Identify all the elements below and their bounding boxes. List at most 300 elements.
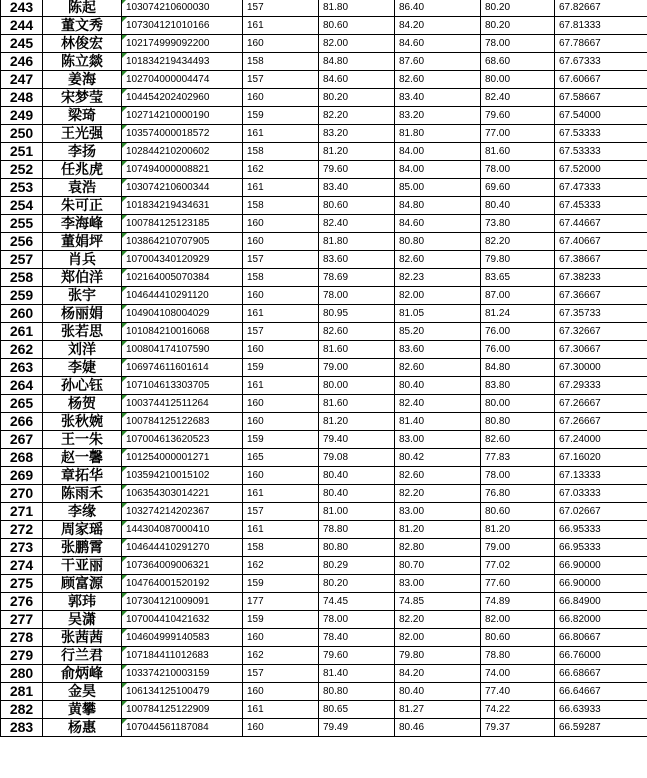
total-score-cell: 67.26667 <box>555 395 647 413</box>
name-cell: 杨贺 <box>43 395 122 413</box>
score-3-cell: 77.60 <box>481 575 555 593</box>
score-3-cell: 80.20 <box>481 17 555 35</box>
rank-cell: 262 <box>1 341 43 359</box>
name-cell: 任兆虎 <box>43 161 122 179</box>
name-cell: 杨惠 <box>43 719 122 737</box>
total-score-cell: 67.44667 <box>555 215 647 233</box>
total-score-cell: 67.53333 <box>555 125 647 143</box>
score-3-cell: 80.40 <box>481 197 555 215</box>
score-1-cell: 80.20 <box>319 89 395 107</box>
score-3-cell: 80.20 <box>481 0 555 17</box>
score-2-cell: 79.80 <box>395 647 481 665</box>
score-2-cell: 83.00 <box>395 431 481 449</box>
name-cell: 黄攀 <box>43 701 122 719</box>
candidate-id-cell: 107004340120929 <box>122 251 243 269</box>
rank-cell: 259 <box>1 287 43 305</box>
score-1-cell: 80.00 <box>319 377 395 395</box>
score-2-cell: 82.00 <box>395 287 481 305</box>
table-row <box>1 359 647 377</box>
total-score-cell: 67.40667 <box>555 233 647 251</box>
score-3-cell: 82.20 <box>481 233 555 251</box>
unit-code-cell: 158 <box>243 539 319 557</box>
table-row <box>1 539 647 557</box>
candidate-id-cell: 103864210707905 <box>122 233 243 251</box>
unit-code-cell: 157 <box>243 323 319 341</box>
score-3-cell: 76.00 <box>481 323 555 341</box>
score-1-cell: 79.00 <box>319 359 395 377</box>
candidate-id-cell: 107004410421632 <box>122 611 243 629</box>
score-3-cell: 78.00 <box>481 35 555 53</box>
rank-cell: 275 <box>1 575 43 593</box>
score-2-cell: 83.00 <box>395 503 481 521</box>
score-2-cell: 81.40 <box>395 413 481 431</box>
candidate-id-cell: 107304121009091 <box>122 593 243 611</box>
table-row <box>1 575 647 593</box>
rank-cell: 282 <box>1 701 43 719</box>
total-score-cell: 67.60667 <box>555 71 647 89</box>
candidate-id-cell: 100784125122909 <box>122 701 243 719</box>
table-row <box>1 17 647 35</box>
name-cell: 肖兵 <box>43 251 122 269</box>
unit-code-cell: 159 <box>243 359 319 377</box>
name-cell: 金昊 <box>43 683 122 701</box>
score-2-cell: 80.42 <box>395 449 481 467</box>
score-2-cell: 84.00 <box>395 143 481 161</box>
unit-code-cell: 161 <box>243 701 319 719</box>
score-1-cell: 81.60 <box>319 395 395 413</box>
score-1-cell: 80.20 <box>319 575 395 593</box>
table-row <box>1 629 647 647</box>
score-1-cell: 81.40 <box>319 665 395 683</box>
candidate-id-cell: 144304087000410 <box>122 521 243 539</box>
score-3-cell: 81.20 <box>481 521 555 539</box>
score-2-cell: 84.00 <box>395 161 481 179</box>
unit-code-cell: 160 <box>243 629 319 647</box>
rank-cell: 280 <box>1 665 43 683</box>
table-row <box>1 431 647 449</box>
score-2-cell: 86.40 <box>395 0 481 17</box>
unit-code-cell: 160 <box>243 341 319 359</box>
total-score-cell: 67.52000 <box>555 161 647 179</box>
score-3-cell: 78.80 <box>481 647 555 665</box>
unit-code-cell: 158 <box>243 269 319 287</box>
rank-cell: 269 <box>1 467 43 485</box>
rank-cell: 261 <box>1 323 43 341</box>
total-score-cell: 67.02667 <box>555 503 647 521</box>
candidate-id-cell: 101834219434631 <box>122 197 243 215</box>
score-2-cell: 82.60 <box>395 71 481 89</box>
table-row <box>1 125 647 143</box>
name-cell: 陈雨禾 <box>43 485 122 503</box>
candidate-id-cell: 104644410291120 <box>122 287 243 305</box>
score-2-cell: 81.80 <box>395 125 481 143</box>
name-cell: 陈起 <box>43 0 122 17</box>
score-3-cell: 83.65 <box>481 269 555 287</box>
table-row <box>1 647 647 665</box>
candidate-id-cell: 104904108004029 <box>122 305 243 323</box>
score-1-cell: 79.49 <box>319 719 395 737</box>
unit-code-cell: 157 <box>243 0 319 17</box>
unit-code-cell: 159 <box>243 575 319 593</box>
score-3-cell: 79.80 <box>481 251 555 269</box>
rank-cell: 268 <box>1 449 43 467</box>
unit-code-cell: 157 <box>243 503 319 521</box>
table-row <box>1 89 647 107</box>
table-row <box>1 71 647 89</box>
name-cell: 章拓华 <box>43 467 122 485</box>
score-3-cell: 80.60 <box>481 629 555 647</box>
table-row <box>1 53 647 71</box>
unit-code-cell: 162 <box>243 647 319 665</box>
name-cell: 张鹏霄 <box>43 539 122 557</box>
rank-cell: 276 <box>1 593 43 611</box>
score-3-cell: 82.40 <box>481 89 555 107</box>
score-3-cell: 80.60 <box>481 503 555 521</box>
name-cell: 姜海 <box>43 71 122 89</box>
score-3-cell: 84.80 <box>481 359 555 377</box>
candidate-id-cell: 103074210600030 <box>122 0 243 17</box>
score-2-cell: 83.40 <box>395 89 481 107</box>
score-3-cell: 80.80 <box>481 413 555 431</box>
name-cell: 陈立燚 <box>43 53 122 71</box>
total-score-cell: 67.29333 <box>555 377 647 395</box>
score-1-cell: 80.60 <box>319 197 395 215</box>
table-row <box>1 143 647 161</box>
name-cell: 李缘 <box>43 503 122 521</box>
score-3-cell: 77.40 <box>481 683 555 701</box>
score-1-cell: 83.40 <box>319 179 395 197</box>
score-2-cell: 81.27 <box>395 701 481 719</box>
score-3-cell: 79.37 <box>481 719 555 737</box>
candidate-id-cell: 101254000001271 <box>122 449 243 467</box>
score-2-cell: 80.40 <box>395 377 481 395</box>
table-row <box>1 269 647 287</box>
unit-code-cell: 158 <box>243 143 319 161</box>
rank-cell: 283 <box>1 719 43 737</box>
total-score-cell: 67.30667 <box>555 341 647 359</box>
score-2-cell: 81.05 <box>395 305 481 323</box>
score-3-cell: 76.80 <box>481 485 555 503</box>
name-cell: 行兰君 <box>43 647 122 665</box>
unit-code-cell: 159 <box>243 431 319 449</box>
score-1-cell: 78.40 <box>319 629 395 647</box>
rank-cell: 257 <box>1 251 43 269</box>
table-row <box>1 35 647 53</box>
candidate-id-cell: 102714210000190 <box>122 107 243 125</box>
rank-cell: 252 <box>1 161 43 179</box>
rank-cell: 270 <box>1 485 43 503</box>
total-score-cell: 66.64667 <box>555 683 647 701</box>
unit-code-cell: 165 <box>243 449 319 467</box>
score-1-cell: 80.40 <box>319 467 395 485</box>
total-score-cell: 67.24000 <box>555 431 647 449</box>
name-cell: 王一朱 <box>43 431 122 449</box>
candidate-id-cell: 102174999092200 <box>122 35 243 53</box>
score-1-cell: 80.60 <box>319 17 395 35</box>
candidate-id-cell: 107494000008821 <box>122 161 243 179</box>
unit-code-cell: 160 <box>243 413 319 431</box>
name-cell: 郑伯洋 <box>43 269 122 287</box>
total-score-cell: 66.82000 <box>555 611 647 629</box>
table-body <box>1 0 647 737</box>
score-3-cell: 80.00 <box>481 395 555 413</box>
total-score-cell: 67.53333 <box>555 143 647 161</box>
score-3-cell: 78.00 <box>481 161 555 179</box>
score-1-cell: 82.40 <box>319 215 395 233</box>
table-row <box>1 395 647 413</box>
total-score-cell: 66.90000 <box>555 575 647 593</box>
name-cell: 张茜茜 <box>43 629 122 647</box>
table-row <box>1 251 647 269</box>
unit-code-cell: 158 <box>243 197 319 215</box>
table-row <box>1 467 647 485</box>
name-cell: 宋梦莹 <box>43 89 122 107</box>
table-row <box>1 0 647 17</box>
rank-cell: 273 <box>1 539 43 557</box>
score-2-cell: 81.20 <box>395 521 481 539</box>
total-score-cell: 67.13333 <box>555 467 647 485</box>
name-cell: 梁琦 <box>43 107 122 125</box>
score-1-cell: 79.60 <box>319 647 395 665</box>
table-row <box>1 179 647 197</box>
score-1-cell: 80.65 <box>319 701 395 719</box>
unit-code-cell: 177 <box>243 593 319 611</box>
unit-code-cell: 160 <box>243 287 319 305</box>
score-1-cell: 79.40 <box>319 431 395 449</box>
score-1-cell: 74.45 <box>319 593 395 611</box>
unit-code-cell: 160 <box>243 719 319 737</box>
unit-code-cell: 160 <box>243 683 319 701</box>
rank-cell: 249 <box>1 107 43 125</box>
score-1-cell: 84.80 <box>319 53 395 71</box>
unit-code-cell: 161 <box>243 485 319 503</box>
score-3-cell: 81.60 <box>481 143 555 161</box>
score-3-cell: 68.60 <box>481 53 555 71</box>
candidate-id-cell: 102164005070384 <box>122 269 243 287</box>
score-1-cell: 82.60 <box>319 323 395 341</box>
score-1-cell: 81.80 <box>319 233 395 251</box>
table-row <box>1 665 647 683</box>
total-score-cell: 67.16020 <box>555 449 647 467</box>
score-3-cell: 80.00 <box>481 71 555 89</box>
rank-cell: 247 <box>1 71 43 89</box>
total-score-cell: 66.90000 <box>555 557 647 575</box>
unit-code-cell: 157 <box>243 665 319 683</box>
candidate-id-cell: 102844210200602 <box>122 143 243 161</box>
total-score-cell: 66.95333 <box>555 521 647 539</box>
name-cell: 顾富源 <box>43 575 122 593</box>
unit-code-cell: 161 <box>243 305 319 323</box>
table-row <box>1 701 647 719</box>
unit-code-cell: 161 <box>243 179 319 197</box>
score-2-cell: 84.60 <box>395 35 481 53</box>
total-score-cell: 67.81333 <box>555 17 647 35</box>
score-2-cell: 80.80 <box>395 233 481 251</box>
rank-cell: 248 <box>1 89 43 107</box>
name-cell: 王光强 <box>43 125 122 143</box>
rank-cell: 254 <box>1 197 43 215</box>
score-2-cell: 80.40 <box>395 683 481 701</box>
name-cell: 郭玮 <box>43 593 122 611</box>
candidate-id-cell: 107304121010166 <box>122 17 243 35</box>
score-3-cell: 79.00 <box>481 539 555 557</box>
rank-cell: 264 <box>1 377 43 395</box>
rank-cell: 265 <box>1 395 43 413</box>
score-2-cell: 82.20 <box>395 485 481 503</box>
unit-code-cell: 162 <box>243 161 319 179</box>
score-1-cell: 81.20 <box>319 143 395 161</box>
unit-code-cell: 161 <box>243 17 319 35</box>
rank-cell: 246 <box>1 53 43 71</box>
score-1-cell: 79.08 <box>319 449 395 467</box>
score-1-cell: 80.80 <box>319 683 395 701</box>
score-1-cell: 82.20 <box>319 107 395 125</box>
score-2-cell: 84.60 <box>395 215 481 233</box>
rank-cell: 266 <box>1 413 43 431</box>
score-2-cell: 84.20 <box>395 17 481 35</box>
unit-code-cell: 161 <box>243 377 319 395</box>
score-3-cell: 77.00 <box>481 125 555 143</box>
table-row <box>1 287 647 305</box>
candidate-id-cell: 103594210015102 <box>122 467 243 485</box>
score-3-cell: 77.83 <box>481 449 555 467</box>
total-score-cell: 66.68667 <box>555 665 647 683</box>
name-cell: 俞炳峰 <box>43 665 122 683</box>
name-cell: 张秋婉 <box>43 413 122 431</box>
rank-cell: 277 <box>1 611 43 629</box>
score-2-cell: 80.46 <box>395 719 481 737</box>
unit-code-cell: 160 <box>243 89 319 107</box>
table-row <box>1 107 647 125</box>
score-3-cell: 69.60 <box>481 179 555 197</box>
total-score-cell: 67.36667 <box>555 287 647 305</box>
rank-cell: 271 <box>1 503 43 521</box>
name-cell: 袁浩 <box>43 179 122 197</box>
name-cell: 林俊宏 <box>43 35 122 53</box>
candidate-id-cell: 107184411012683 <box>122 647 243 665</box>
name-cell: 朱可正 <box>43 197 122 215</box>
score-3-cell: 78.00 <box>481 467 555 485</box>
score-1-cell: 81.80 <box>319 0 395 17</box>
score-2-cell: 82.60 <box>395 251 481 269</box>
name-cell: 吴潇 <box>43 611 122 629</box>
unit-code-cell: 160 <box>243 35 319 53</box>
candidate-id-cell: 103074210600344 <box>122 179 243 197</box>
table-row <box>1 233 647 251</box>
table-row <box>1 377 647 395</box>
unit-code-cell: 159 <box>243 107 319 125</box>
score-2-cell: 85.20 <box>395 323 481 341</box>
score-2-cell: 83.20 <box>395 107 481 125</box>
table-row <box>1 521 647 539</box>
rank-cell: 245 <box>1 35 43 53</box>
score-3-cell: 73.80 <box>481 215 555 233</box>
total-score-cell: 67.30000 <box>555 359 647 377</box>
score-2-cell: 74.85 <box>395 593 481 611</box>
table-row <box>1 197 647 215</box>
score-1-cell: 81.60 <box>319 341 395 359</box>
unit-code-cell: 160 <box>243 215 319 233</box>
name-cell: 董娟坪 <box>43 233 122 251</box>
rank-cell: 250 <box>1 125 43 143</box>
table-row <box>1 557 647 575</box>
table-row <box>1 341 647 359</box>
name-cell: 李扬 <box>43 143 122 161</box>
unit-code-cell: 158 <box>243 53 319 71</box>
total-score-cell: 67.67333 <box>555 53 647 71</box>
table-row <box>1 719 647 737</box>
unit-code-cell: 157 <box>243 251 319 269</box>
candidate-id-cell: 100374412511264 <box>122 395 243 413</box>
score-1-cell: 79.60 <box>319 161 395 179</box>
score-1-cell: 78.00 <box>319 287 395 305</box>
name-cell: 干亚丽 <box>43 557 122 575</box>
score-2-cell: 82.60 <box>395 359 481 377</box>
name-cell: 张若思 <box>43 323 122 341</box>
total-score-cell: 67.82667 <box>555 0 647 17</box>
score-3-cell: 82.00 <box>481 611 555 629</box>
candidate-id-cell: 107004613620523 <box>122 431 243 449</box>
score-3-cell: 77.02 <box>481 557 555 575</box>
score-2-cell: 82.00 <box>395 629 481 647</box>
rank-cell: 251 <box>1 143 43 161</box>
name-cell: 赵一馨 <box>43 449 122 467</box>
rank-cell: 258 <box>1 269 43 287</box>
total-score-cell: 66.59287 <box>555 719 647 737</box>
unit-code-cell: 160 <box>243 233 319 251</box>
candidate-id-cell: 103574000018572 <box>122 125 243 143</box>
total-score-cell: 66.76000 <box>555 647 647 665</box>
rank-cell: 243 <box>1 0 43 17</box>
score-1-cell: 83.20 <box>319 125 395 143</box>
score-1-cell: 78.69 <box>319 269 395 287</box>
rank-cell: 274 <box>1 557 43 575</box>
rank-cell: 278 <box>1 629 43 647</box>
table-row <box>1 161 647 179</box>
total-score-cell: 66.80667 <box>555 629 647 647</box>
total-score-cell: 67.38233 <box>555 269 647 287</box>
score-3-cell: 87.00 <box>481 287 555 305</box>
unit-code-cell: 160 <box>243 467 319 485</box>
total-score-cell: 67.58667 <box>555 89 647 107</box>
candidate-id-cell: 104644410291270 <box>122 539 243 557</box>
score-1-cell: 81.00 <box>319 503 395 521</box>
table-row <box>1 215 647 233</box>
total-score-cell: 67.45333 <box>555 197 647 215</box>
score-2-cell: 82.40 <box>395 395 481 413</box>
name-cell: 刘洋 <box>43 341 122 359</box>
rank-cell: 279 <box>1 647 43 665</box>
total-score-cell: 67.32667 <box>555 323 647 341</box>
rank-cell: 267 <box>1 431 43 449</box>
name-cell: 李婕 <box>43 359 122 377</box>
name-cell: 杨丽娟 <box>43 305 122 323</box>
score-3-cell: 81.24 <box>481 305 555 323</box>
table-row <box>1 413 647 431</box>
unit-code-cell: 161 <box>243 521 319 539</box>
total-score-cell: 66.63933 <box>555 701 647 719</box>
score-2-cell: 82.23 <box>395 269 481 287</box>
score-2-cell: 84.80 <box>395 197 481 215</box>
name-cell: 董文秀 <box>43 17 122 35</box>
table-row <box>1 305 647 323</box>
name-cell: 周家瑶 <box>43 521 122 539</box>
candidate-id-cell: 100804174107590 <box>122 341 243 359</box>
score-2-cell: 82.60 <box>395 467 481 485</box>
candidate-id-cell: 100784125122683 <box>122 413 243 431</box>
unit-code-cell: 160 <box>243 395 319 413</box>
candidate-id-cell: 101084210016068 <box>122 323 243 341</box>
